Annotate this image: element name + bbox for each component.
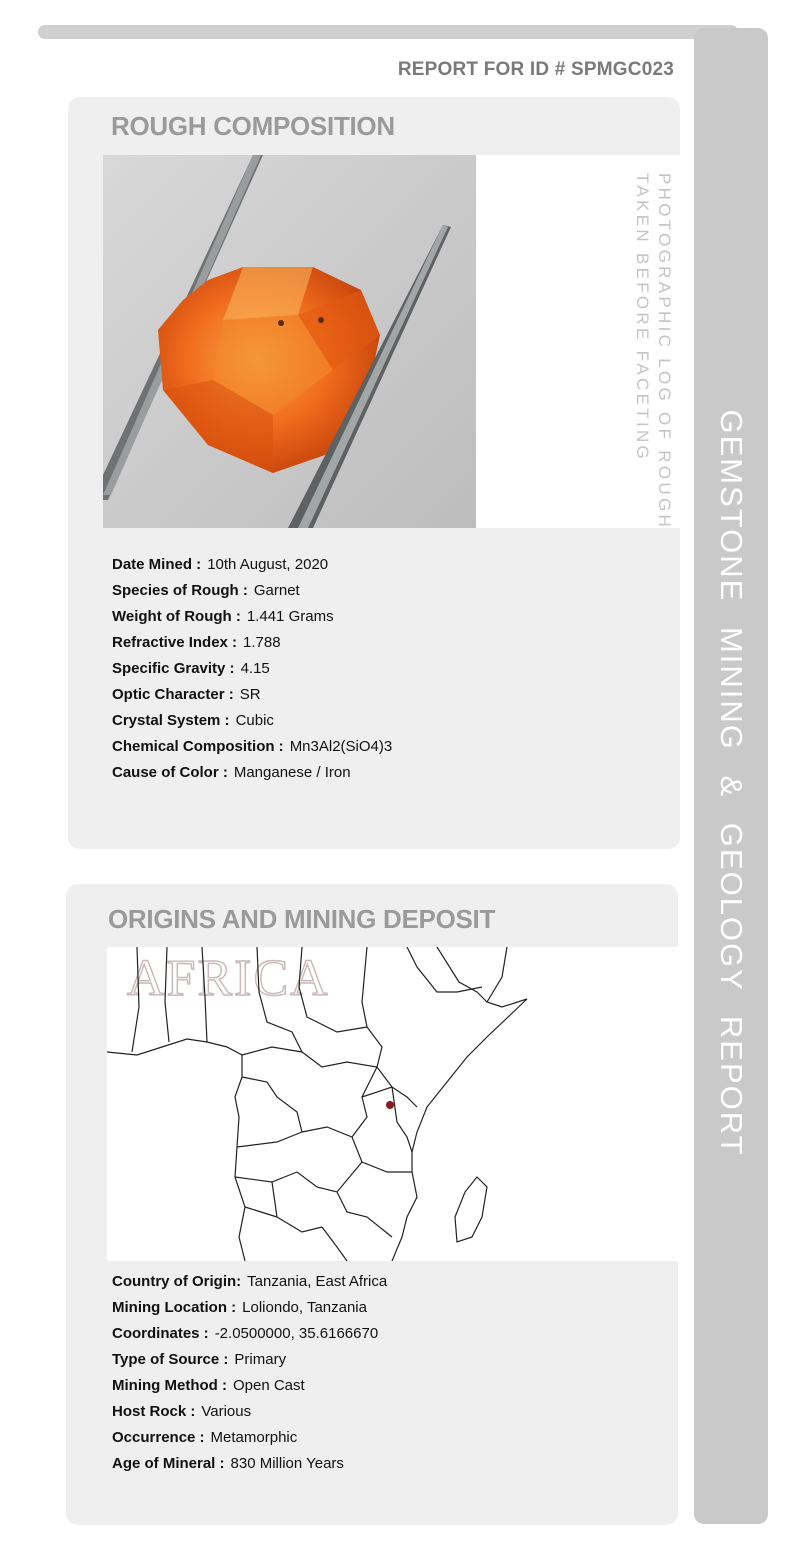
field-value: Open Cast [232, 1377, 305, 1394]
field-value: Primary [234, 1351, 287, 1368]
field-row [112, 764, 392, 790]
field-row [112, 582, 392, 608]
map-area [107, 947, 678, 1261]
field-label: Mining Location : [112, 1299, 237, 1316]
field-value: Garnet [253, 582, 300, 599]
field-value: -2.0500000, 35.6166670 [214, 1325, 379, 1342]
field-label: Country of Origin: [112, 1273, 242, 1290]
origins-title: ORIGINS AND MINING DEPOSIT [108, 904, 496, 934]
field-label: Mining Method : [112, 1377, 227, 1394]
map-label: AFRICA [127, 950, 330, 1007]
field-value: Loliondo, Tanzania [242, 1299, 367, 1316]
field-row [112, 1273, 387, 1299]
photo-area [103, 155, 680, 531]
field-label: Weight of Rough : [112, 608, 241, 625]
rough-photo [103, 155, 476, 528]
field-value: 10th August, 2020 [207, 556, 329, 573]
origin-fields [112, 1273, 387, 1481]
field-label: Type of Source : [112, 1351, 229, 1368]
field-row [112, 608, 392, 634]
field-row [112, 660, 392, 686]
field-value: Metamorphic [210, 1429, 298, 1446]
field-label: Occurrence : [112, 1429, 205, 1446]
field-value: SR [239, 686, 261, 703]
field-row [112, 1351, 387, 1377]
field-row [112, 634, 392, 660]
field-row [112, 556, 392, 582]
field-row [112, 686, 392, 712]
field-label: Species of Rough : [112, 582, 248, 599]
field-value: Mn3Al2(SiO4)3 [289, 738, 393, 755]
field-row [112, 712, 392, 738]
field-value: Various [201, 1403, 252, 1420]
mining-location-marker [386, 1101, 394, 1109]
field-row [112, 738, 392, 764]
field-label: Age of Mineral : [112, 1455, 225, 1472]
field-label: Crystal System : [112, 712, 230, 729]
field-label: Coordinates : [112, 1325, 209, 1342]
field-value: Tanzania, East Africa [247, 1273, 388, 1290]
field-row [112, 1403, 387, 1429]
field-label: Refractive Index : [112, 634, 238, 651]
field-row [112, 1299, 387, 1325]
field-label: Specific Gravity : [112, 660, 235, 677]
field-value: 1.441 Grams [246, 608, 334, 625]
garnet-rough-image [103, 155, 476, 528]
side-title-wrap [694, 28, 768, 1524]
rough-composition-title: ROUGH COMPOSITION [111, 111, 395, 141]
report-id: REPORT FOR ID # SPMGC023 [397, 59, 674, 80]
side-title: GEMSTONE MINING & GEOLOGY REPORT [714, 409, 749, 1157]
field-label: Cause of Color : [112, 764, 228, 781]
top-rule [38, 25, 738, 39]
field-value: Cubic [235, 712, 274, 729]
field-value: 1.788 [243, 634, 281, 651]
field-row [112, 1429, 387, 1455]
field-row [112, 1377, 387, 1403]
field-row [112, 1455, 387, 1481]
photo-caption: PHOTOGRAPHIC LOG OF ROUGH TAKEN BEFORE FACETING [633, 173, 674, 531]
field-label: Date Mined : [112, 556, 202, 573]
africa-map [107, 947, 678, 1261]
field-label: Optic Character : [112, 686, 234, 703]
field-value: Manganese / Iron [233, 764, 351, 781]
rough-fields [112, 556, 392, 790]
field-value: 4.15 [240, 660, 270, 677]
field-value: 830 Million Years [230, 1455, 344, 1472]
field-label: Host Rock : [112, 1403, 196, 1420]
field-row [112, 1325, 387, 1351]
field-label: Chemical Composition : [112, 738, 284, 755]
